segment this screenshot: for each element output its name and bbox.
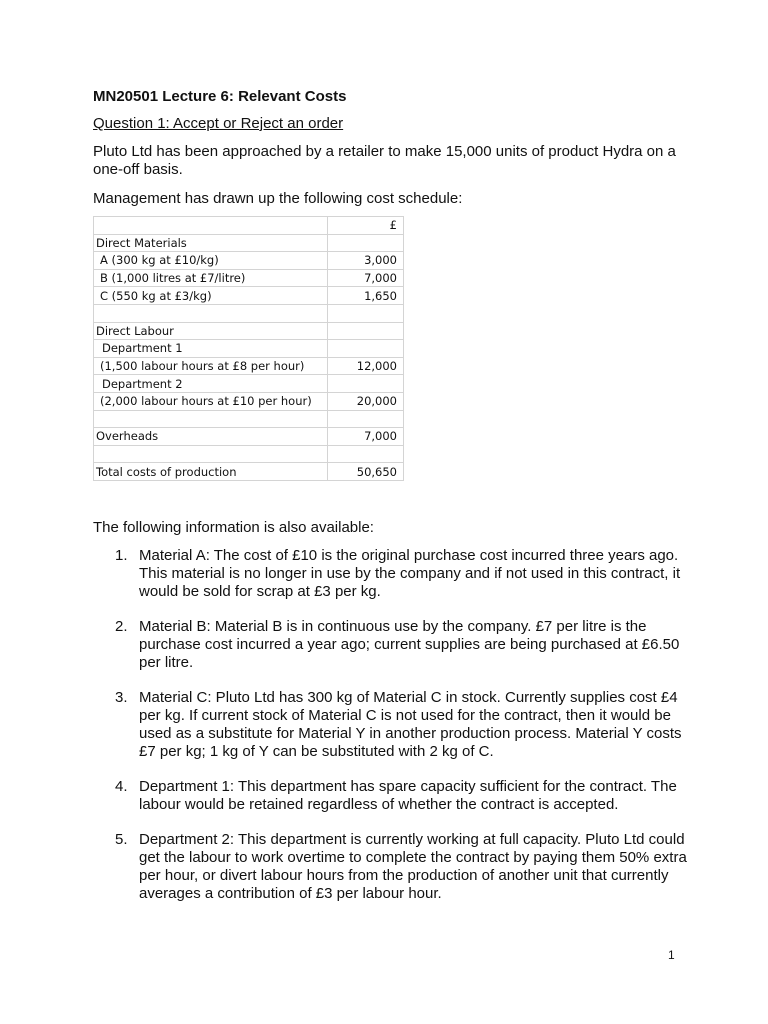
table-row: [94, 410, 404, 428]
row-label: A (300 kg at £10/kg): [94, 252, 328, 270]
row-label: Direct Materials: [94, 234, 328, 252]
page-number: 1: [668, 948, 675, 962]
row-label: Overheads: [94, 428, 328, 446]
table-row: [94, 234, 404, 252]
row-label: (2,000 labour hours at £10 per hour): [94, 392, 328, 410]
table-row: [94, 287, 404, 305]
row-label: [94, 445, 328, 463]
list-number: 3.: [115, 689, 128, 706]
row-value: 7,000: [328, 269, 404, 287]
table-cell: [94, 217, 328, 235]
total-value: 50,650: [328, 463, 404, 481]
row-label: Direct Labour: [94, 322, 328, 340]
list-item: [93, 689, 693, 761]
currency-header: £: [328, 217, 404, 235]
list-item: [93, 831, 693, 903]
row-label: Department 1: [94, 340, 328, 358]
row-label: Department 2: [94, 375, 328, 393]
row-label: (1,500 labour hours at £8 per hour): [94, 357, 328, 375]
list-text: Department 2: This department is currently working at full capacity. Pluto Ltd could get the labour to work overtime to complete the contract by paying them 50% extra per hour, or divert labour hours from the production of another unit that currently averages a contribution of £3 per labour hour.: [139, 831, 687, 902]
intro-paragraph: Pluto Ltd has been approached by a retailer to make 15,000 units of product Hydra on a one-off basis.: [93, 143, 676, 178]
table-row: [94, 252, 404, 270]
list-number: 1.: [115, 547, 128, 564]
row-value: 20,000: [328, 392, 404, 410]
question-heading: Question 1: Accept or Reject an order: [93, 115, 344, 132]
row-label: C (550 kg at £3/kg): [94, 287, 328, 305]
list-text: Material A: The cost of £10 is the original purchase cost incurred three years ago. This material is no longer in use by the company and if not used in this contract, it would be sold for scrap at £3 per kg.: [139, 547, 681, 600]
table-row: [94, 304, 404, 322]
row-value: 12,000: [328, 357, 404, 375]
table-row: [94, 340, 404, 358]
table-row: [94, 375, 404, 393]
cost-schedule-table: [93, 216, 404, 481]
list-number: 4.: [115, 778, 128, 795]
info-intro: The following information is also available:: [93, 519, 374, 536]
row-value: [328, 304, 404, 322]
total-label: Total costs of production: [94, 463, 328, 481]
list-item: [93, 778, 693, 814]
row-label: B (1,000 litres at £7/litre): [94, 269, 328, 287]
table-row: [94, 428, 404, 446]
row-value: [328, 375, 404, 393]
table-row: [94, 357, 404, 375]
row-value: [328, 410, 404, 428]
table-row: [94, 392, 404, 410]
row-label: [94, 410, 328, 428]
row-value: 3,000: [328, 252, 404, 270]
document-title: MN20501 Lecture 6: Relevant Costs: [93, 88, 347, 105]
row-value: 1,650: [328, 287, 404, 305]
list-text: Material B: Material B is in continuous use by the company. £7 per litre is the purchase cost incurred a year ago; current supplies are being purchased at £6.50 per litre.: [139, 618, 680, 671]
table-row: [94, 463, 404, 481]
row-value: [328, 234, 404, 252]
row-value: [328, 322, 404, 340]
row-label: [94, 304, 328, 322]
list-item: [93, 547, 693, 601]
table-row: [94, 445, 404, 463]
list-item: [93, 618, 693, 672]
row-value: [328, 340, 404, 358]
row-value: [328, 445, 404, 463]
schedule-intro: Management has drawn up the following cost schedule:: [93, 190, 463, 207]
table-row: [94, 269, 404, 287]
row-value: 7,000: [328, 428, 404, 446]
list-number: 2.: [115, 618, 128, 635]
list-number: 5.: [115, 831, 128, 848]
list-text: Material C: Pluto Ltd has 300 kg of Material C in stock. Currently supplies cost £4 per kg. If current stock of Material C is not used for the contract, then it would be used as a substitute for Material Y in another production process. Material Y costs £7 per kg; 1 kg of Y can be substituted with 2 kg of C.: [139, 689, 682, 760]
table-row: [94, 217, 404, 235]
info-list: [93, 547, 693, 920]
table-row: [94, 322, 404, 340]
list-text: Department 1: This department has spare capacity sufficient for the contract. The labour would be retained regardless of whether the contract is accepted.: [139, 778, 677, 813]
